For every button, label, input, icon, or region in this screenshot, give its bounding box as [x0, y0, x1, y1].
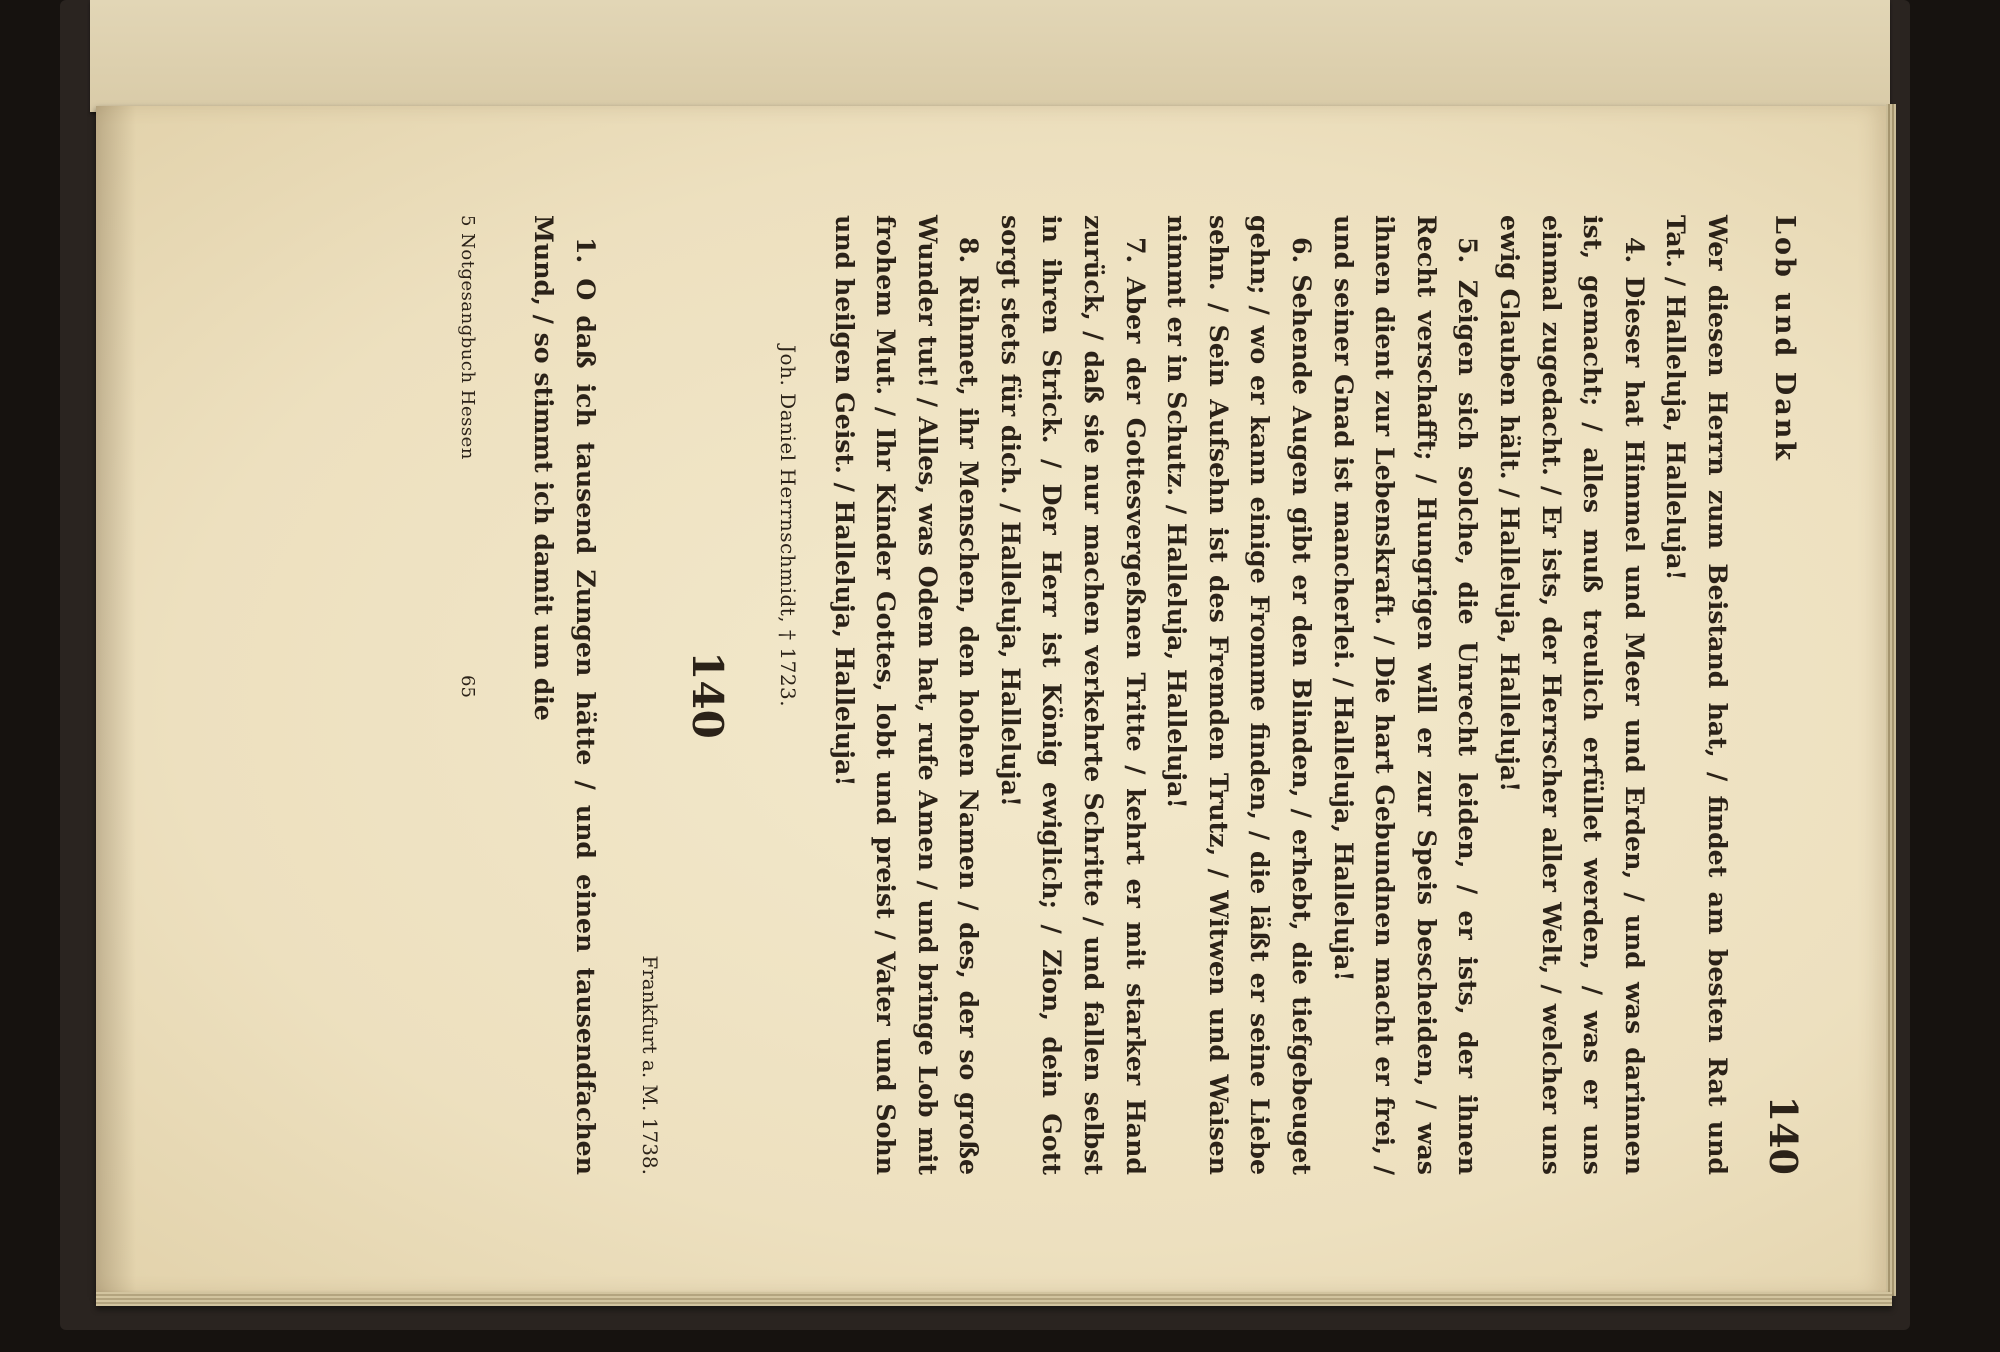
spine-shadow [96, 106, 136, 1294]
hymn-verse-5: 5. Zeigen sich solche, die Unrecht leiden, / er ists, der ihnen Recht verschafft; / Hungrigen will er zur Speis bescheiden, / was ihnen dient zur Lebenskraft. / Die hart Gebundnen macht er frei, / und seiner Gnad ist mancherlei. / Halleluja, Halleluja! [1328, 215, 1484, 1175]
next-hymn-source [634, 215, 662, 1175]
next-hymn-text [523, 215, 606, 1175]
hymn-verse-6: 6. Sehende Augen gibt er den Blinden, / erhebt, die tiefgebeuget gehn; / wo er kann einige Fromme finden, / die läßt er seine Liebe sehn. / Sein Aufsehn ist des Fremden Trutz, / Witwen und Waisen nimmt er in Schutz. / Halleluja, Halleluja! [1162, 215, 1318, 1175]
page-stack-bottom-edge [96, 1292, 1892, 1306]
page-footer [448, 215, 478, 1175]
running-header [1760, 215, 1806, 1175]
hymn-verse-3-end: Wer diesen Herrn zum Beistand hat, / findet am besten Rat und Tat. / Halleluja, Halleluja! [1661, 215, 1733, 1175]
hymn-number-header: 140 [1761, 1095, 1806, 1175]
next-hymn-number: 140 [683, 651, 732, 739]
page-stack-right-edge [1886, 104, 1896, 1296]
top-page-leaf [90, 0, 1890, 112]
hymn-verse-8: 8. Rühmet, ihr Menschen, den hohen Namen / des, der so große Wunder tut! / Alles, was Odem hat, rufe Amen / und bringe Lob mit frohem Mut. / Ihr Kinder Gottes, lobt und preist / Vater und Sohn und heilgen Geist. / Halleluja, Halleluja! [829, 215, 985, 1175]
hymn-verse-7: 7. Aber der Gottesvergeßnen Tritte / kehrt er mit starker Hand zurück, / daß sie nur machen verkehrte Schritte / und fallen selbst in ihren Strick. / Der Herr ist König ewiglich; / Zion, dein Gott sorgt stets für dich. / Halleluja, Halleluja! [995, 215, 1151, 1175]
page-text-block [230, 215, 1806, 1175]
section-title: Lob und Dank [1769, 215, 1800, 464]
hymn-verse-4: 4. Dieser hat Himmel und Meer und Erden, / und was darinnen ist, gemacht; / alles muß treulich erfüllet werden, / was er uns einmal zugedacht. / Er ists, der Herrscher aller Welt, / welcher uns ewig Glauben hält. / Halleluja, Halleluja! [1495, 215, 1650, 1175]
next-hymn-verse-1: 1. O daß ich tausend Zungen hätte / und einen tausendfachen Mund, / so stimmt ich damit um die [529, 215, 601, 1175]
printer-signature: 5 Notgesangbuch Hessen [457, 215, 478, 460]
author-credit [770, 215, 800, 1175]
hymn-text [823, 215, 1738, 1175]
author-name: Joh. Daniel Herrnschmidt, † 1723. [776, 345, 800, 708]
melody-source: Frankfurt a. M. 1738. [638, 955, 662, 1175]
page-number: 65 [457, 675, 478, 698]
